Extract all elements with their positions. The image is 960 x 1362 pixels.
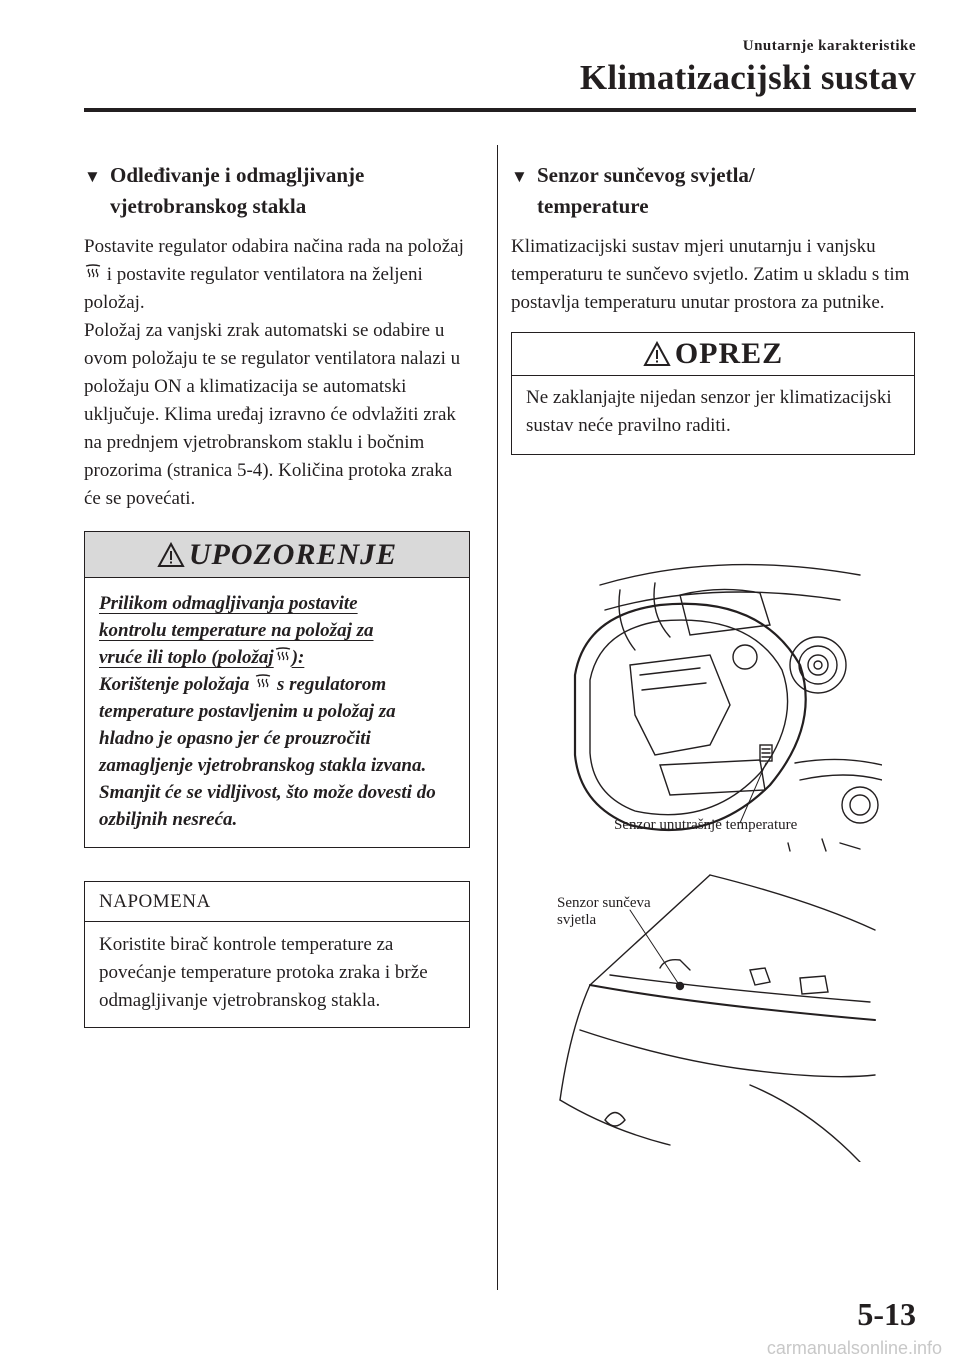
section-title-defrost xyxy=(84,160,470,222)
caution-body xyxy=(512,376,914,454)
sun-sensor-label-line: svjetla xyxy=(557,912,597,928)
caution-text: Ne zaklanjajte nijedan senzor jer klimatizacijski sustav neće pravilno raditi. xyxy=(526,387,892,436)
sensor-description xyxy=(511,233,915,317)
warning-heading xyxy=(85,532,469,578)
warning-text: Korištenje položaja xyxy=(99,674,250,695)
warning-box xyxy=(84,531,470,848)
windshield-defrost-icon xyxy=(274,645,292,663)
right-column xyxy=(511,160,915,455)
page-title: Klimatizacijski sustav xyxy=(579,58,916,97)
section-title-line: Odleđivanje i odmagljivanje xyxy=(110,163,365,187)
warning-lead-line: Prilikom odmagljivanja postavite xyxy=(99,593,358,614)
defrost-instructions xyxy=(84,233,470,513)
note-heading: NAPOMENA xyxy=(85,882,469,922)
warning-lead-end: ): xyxy=(291,647,305,668)
chapter-title: Unutarnje karakteristike xyxy=(742,38,916,54)
paragraph-text: i postavite regulator ventilatora na željeni položaj. xyxy=(84,264,423,313)
page-number: 5-13 xyxy=(857,1296,916,1332)
watermark: carmanualsonline.info xyxy=(766,1338,942,1358)
note-body xyxy=(85,922,469,1027)
paragraph-text: Postavite regulator odabira načina rada na položaj xyxy=(84,236,464,257)
section-title-sensor xyxy=(511,160,915,222)
caution-box xyxy=(511,332,915,455)
windshield-defrost-icon xyxy=(84,262,102,280)
windshield-defrost-icon xyxy=(254,672,272,690)
down-triangle-icon: ▼ xyxy=(511,167,528,186)
warning-triangle-icon xyxy=(643,341,671,367)
warning-lead-line: kontrolu temperature na položaj za xyxy=(99,620,374,641)
header-rule xyxy=(84,108,916,112)
sun-sensor-label xyxy=(557,895,651,929)
caution-heading xyxy=(512,333,914,376)
note-box xyxy=(84,881,470,1028)
paragraph-text: Klimatizacijski sustav mjeri unutarnju i vanjsku temperaturu te sunčevo svjetlo. Zatim u skladu s tim postavlja temperaturu unutar prostora za putnike. xyxy=(511,236,910,313)
warning-text: s regulatorom temperature postavljenim u položaj za hladno je opasno jer će prouzročiti zamagljenje vjetrobranskog stakla izvana. Smanjit će se vidljivost, što može dovesti do ozbiljnih nesreća. xyxy=(99,674,436,830)
column-divider xyxy=(497,145,498,1290)
section-title-line: vjetrobranskog stakla xyxy=(110,194,307,218)
caution-heading-text: OPREZ xyxy=(674,337,784,370)
warning-lead-line: vruće ili toplo (položaj xyxy=(99,647,274,668)
interior-temperature-sensor-label: Senzor unutrašnje temperature xyxy=(614,817,798,833)
warning-triangle-icon xyxy=(157,542,185,568)
paragraph-text: Položaj za vanjski zrak automatski se odabire u ovom položaju te se regulator ventilatora nalazi u položaju ON a klimatizacija se automatski uključuje. Klima uređaj izravno će odvlažiti zrak na prednjem vjetrobranskom staklu i bočnim prozorima (stranica 5-4). Količina protoka zraka će se povećati. xyxy=(84,320,461,509)
note-text: Koristite birač kontrole temperature za povećanje temperature protoka zraka i brže odmagljivanje vjetrobranskog stakla. xyxy=(99,934,428,1011)
section-title-line: Senzor sunčevog svjetla/ xyxy=(537,163,755,187)
warning-body xyxy=(85,578,469,847)
warning-heading-text: UPOZORENJE xyxy=(188,537,398,571)
dashboard-illustration xyxy=(560,555,882,855)
down-triangle-icon: ▼ xyxy=(84,167,101,186)
left-column xyxy=(84,160,470,1028)
sun-sensor-label-line: Senzor sunčeva xyxy=(557,895,651,911)
section-title-line: temperature xyxy=(537,194,649,218)
